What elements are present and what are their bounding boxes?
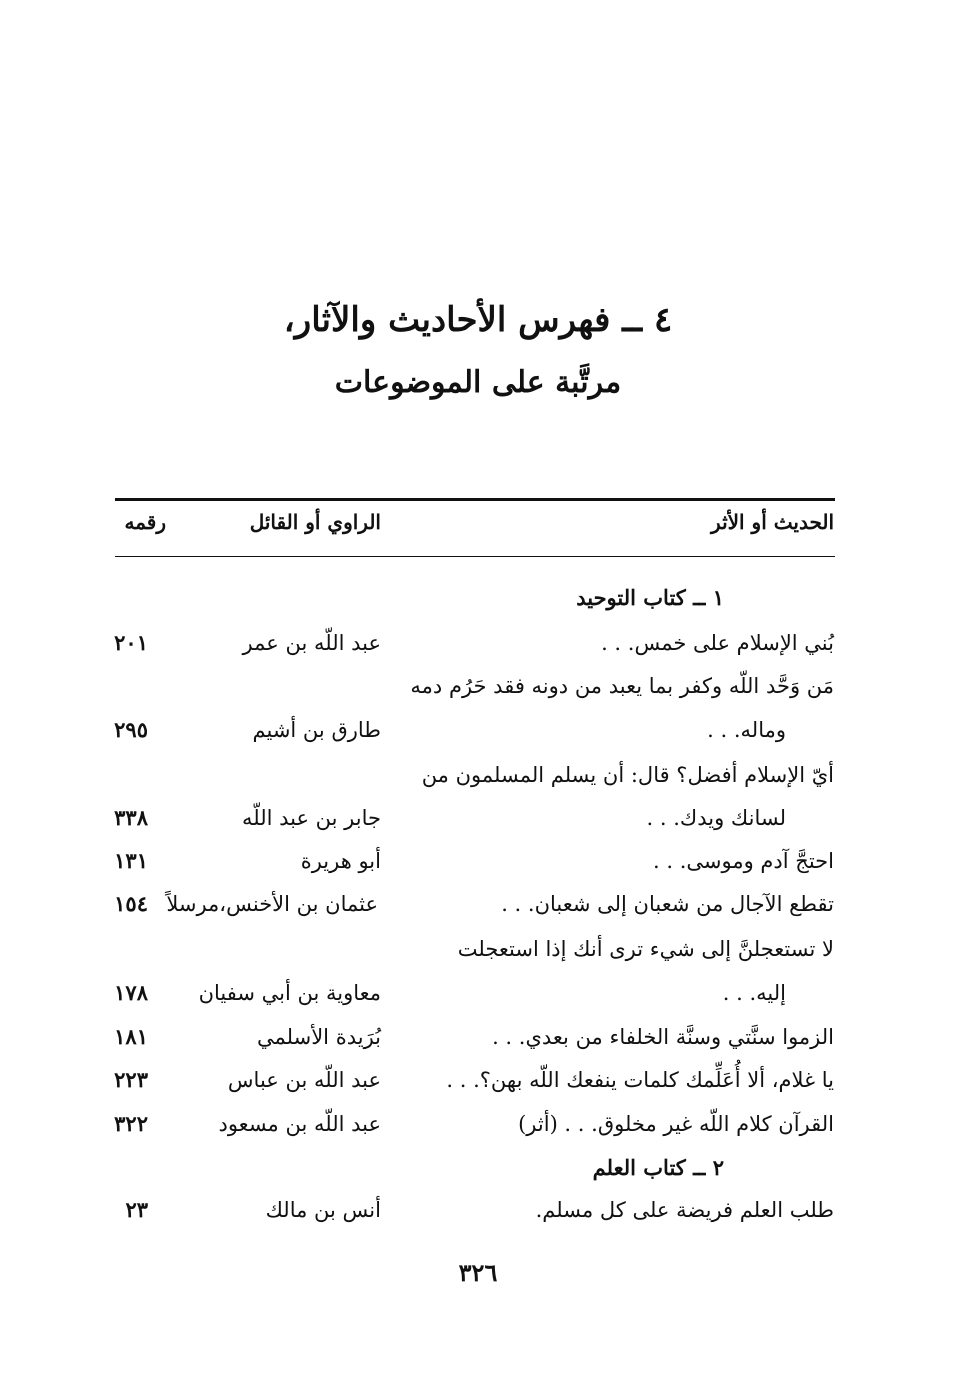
narrator: عثمان بن الأخنس،مرسلاً [166,892,378,916]
hadith-text-continued: لسانك ويدك. . . [646,806,786,830]
table-row [0,931,956,977]
narrator: بُرَيدة الأسلمي [257,1025,381,1049]
table-header-rule [115,556,835,557]
hadith-text-continued: وماله. . . [707,718,786,742]
table-row [0,668,956,714]
hadith-number: ١٨١ [114,1024,148,1049]
page-number: ٣٢٦ [458,1258,498,1287]
section-heading: ١ ــ كتاب التوحيد [576,585,724,610]
hadith-text: لا تستعجلنَّ إلى شيء ترى أنك إذا استعجلت [457,937,834,961]
narrator: معاوية بن أبي سفيان [198,981,381,1005]
narrator: أنس بن مالك [265,1198,381,1222]
index-subtitle: مرتَّبة على الموضوعات [334,365,622,400]
narrator: عبد اللّه بن عمر [242,631,381,655]
index-title: ٤ ــ فهرس الأحاديث والآثار، [283,300,673,340]
hadith-number: ٣٢٢ [114,1111,148,1136]
narrator: جابر بن عبد اللّه [241,806,381,830]
narrator: عبد اللّه بن مسعود [218,1112,381,1136]
section-heading-row [0,580,956,626]
column-header-text: الحديث أو الأثر [711,510,834,534]
section-heading-row [0,1150,956,1196]
table-row [0,975,956,1021]
table-row [0,757,956,803]
narrator: أبو هريرة [300,849,381,873]
table-row [0,800,956,846]
hadith-text: مَن وَحَّد اللّه وكفر بما يعبد من دونه فقد حَرُم دمه [410,674,834,698]
table-row [0,1106,956,1152]
hadith-text: أيّ الإسلام أفضل؟ قال: أن يسلم المسلمون من [421,763,834,787]
column-header-narrator: الراوي أو القائل [249,510,381,534]
table-top-rule [115,498,835,501]
hadith-text-continued: إليه. . . [722,981,786,1005]
hadith-number: ٢٣ [125,1197,148,1222]
hadith-text: تقطع الآجال من شعبان إلى شعبان. . . [501,892,834,916]
column-header-number: رقمه [124,510,166,534]
hadith-number: ١٣١ [114,848,148,873]
table-row [0,1062,956,1108]
hadith-number: ١٧٨ [114,980,148,1005]
table-row [0,1192,956,1238]
table-row [0,886,956,932]
hadith-text: الزموا سنَّتي وسنَّة الخلفاء من بعدي. . . [492,1025,834,1049]
hadith-number: ٣٣٨ [114,805,148,830]
hadith-text: طلب العلم فريضة على كل مسلم. [535,1198,834,1222]
hadith-text: بُني الإسلام على خمس. . . [601,631,834,655]
table-row [0,712,956,758]
table-row [0,843,956,889]
hadith-number: ٢٢٣ [114,1067,148,1092]
narrator: عبد اللّه بن عباس [227,1068,381,1092]
table-row [0,625,956,671]
hadith-number: ٢٠١ [114,630,148,655]
narrator: طارق بن أشيم [252,718,381,742]
table-row [0,1019,956,1065]
hadith-number: ١٥٤ [114,891,148,916]
hadith-number: ٢٩٥ [114,717,148,742]
hadith-text: يا غلام، ألا أُعَلِّمك كلمات ينفعك اللّه بهن؟. . . [446,1068,834,1092]
section-heading: ٢ ــ كتاب العلم [592,1155,724,1180]
hadith-text: احتجَّ آدم وموسى. . . [653,849,834,873]
hadith-text: القرآن كلام اللّه غير مخلوق. . . (أثر) [518,1112,834,1136]
